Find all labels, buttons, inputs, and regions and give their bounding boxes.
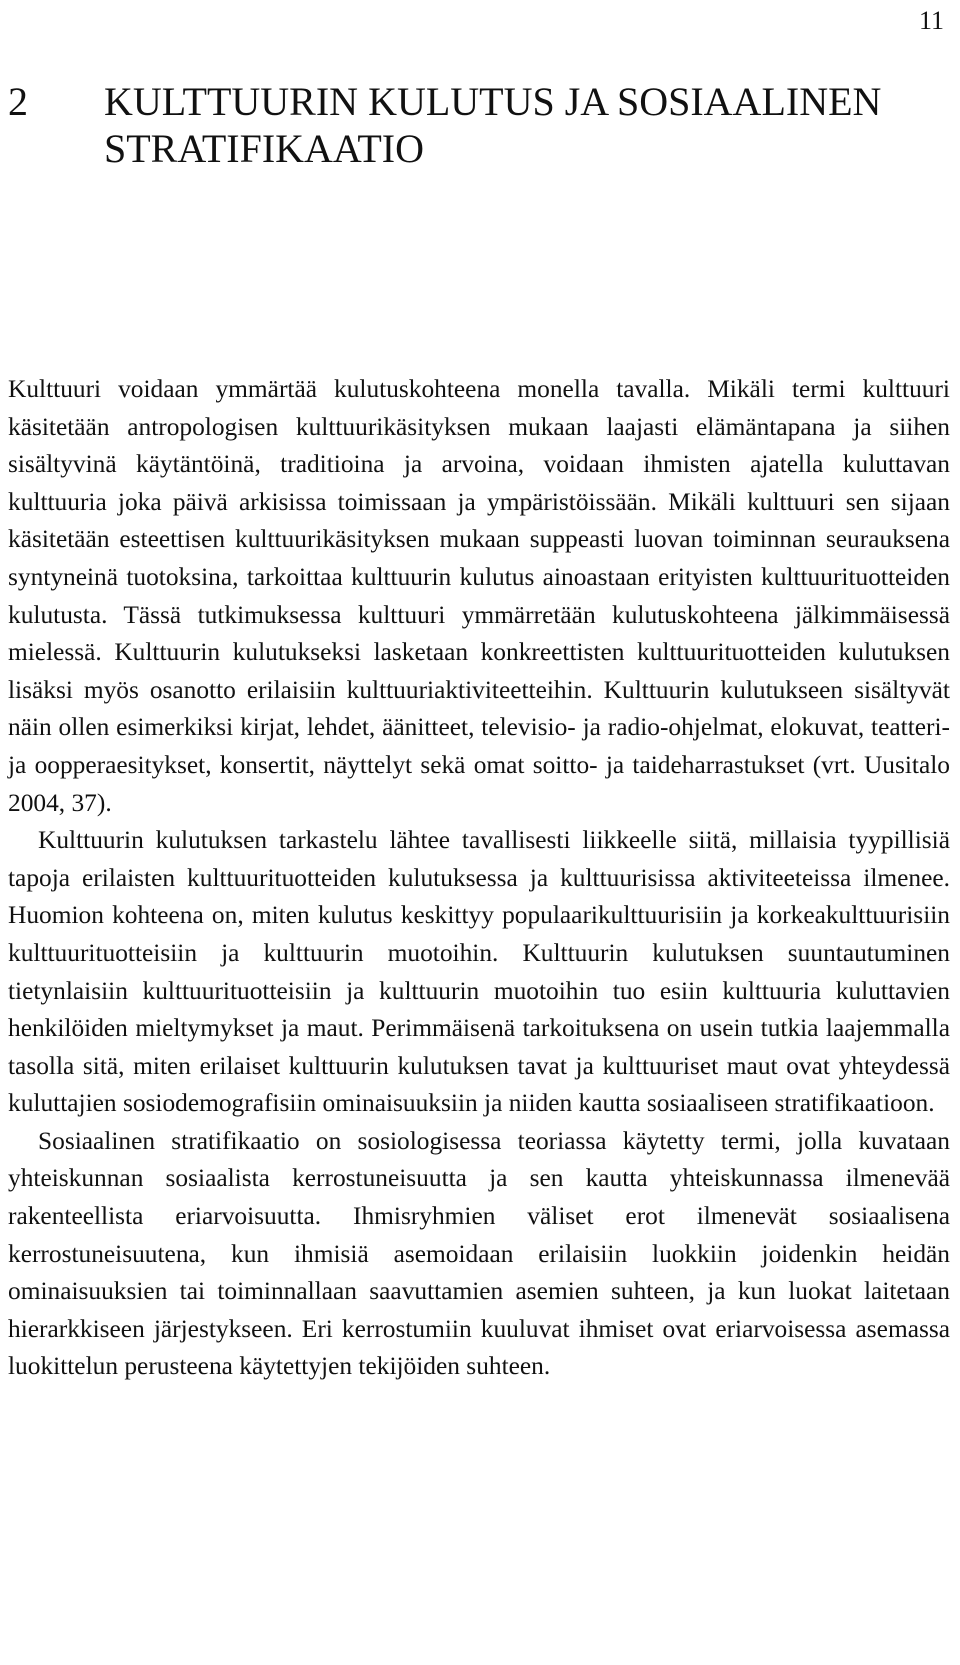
paragraph: Sosiaalinen stratifikaatio on sosiologisessa teoriassa käytetty termi, jolla kuvataan yhteiskunnan sosiaalista kerrostuneisuutta ja sen kautta yhteiskunnassa ilmenevää rakenteellista eriarvoisuutta. Ihmisryhmien väliset erot ilmenevät sosiaalisena kerrostuneisuutena, kun ihmisiä asemoidaan erilaisiin luokkiin joidenkin heidän ominaisuuksien tai toiminnallaan saavuttamien asemien suhteen, ja kun luokat laitetaan hierarkkiseen järjestykseen. Eri kerrostumiin kuuluvat ihmiset ovat eriarvoisessa asemassa luokittelun perusteena käytettyjen tekijöiden suhteen. bbox=[8, 1126, 950, 1381]
chapter-title: KULTTUURIN KULUTUS JA SOSIAALINEN STRATIFIKAATIO bbox=[104, 79, 882, 171]
paragraph: Kulttuuri voidaan ymmärtää kulutuskohteena monella tavalla. Mikäli termi kulttuuri käsitetään antropologisen kulttuurikäsityksen mukaan laajasti elämäntapana ja siihen sisältyvinä käytäntöinä, traditioina ja arvoina, voidaan ihmisten ajatella kuluttavan kulttuuria joka päivä arkisissa toimissaan ja ympäristöissään. Mikäli kulttuuri sen sijaan käsitetään esteettisen kulttuurikäsityksen mukaan suppeasti luovan toiminnan seurauksena syntyneinä tuotoksina, tarkoittaa kulttuurin kulutus ainoastaan erityisten kulttuurituotteiden kulutusta. Tässä tutkimuksessa kulttuuri ymmärretään kulutuskohteena jälkimmäisessä mielessä. Kulttuurin kulutukseksi lasketaan konkreettisten kulttuurituotteiden kulutuksen lisäksi myös osanotto erilaisiin kulttuuriaktiviteetteihin. Kulttuurin kulutukseen sisältyvät näin ollen esimerkiksi kirjat, lehdet, äänitteet, televisio- ja radio-ohjelmat, elokuvat, teatteri- ja oopperaesitykset, konsertit, näyttelyt sekä omat soitto- ja taideharrastukset (vrt. Uusitalo 2004, 37). bbox=[8, 375, 950, 817]
paragraph: Kulttuurin kulutuksen tarkastelu lähtee tavallisesti liikkeelle siitä, millaisia tyypillisiä tapoja erilaisten kulttuurituotteiden kulutuksessa ja kulttuurisissa aktiviteeteissa ilmenee. Huomion kohteena on, miten kulutus keskittyy populaarikulttuurisiin ja korkeakulttuurisiin kulttuurituotteisiin ja kulttuurin muotoihin. Kulttuurin kulutuksen suuntautuminen tietynlaisiin kulttuurituotteisiin ja kulttuurin muotoihin tuo esiin kulttuuria kuluttavien henkilöiden mieltymykset ja maut. Perimmäisenä tarkoituksena on usein tutkia laajemmalla tasolla sitä, miten erilaiset kulttuurin kulutuksen tavat ja kulttuuriset maut ovat yhteydessä kuluttajien sosiodemografisiin ominaisuuksiin ja niiden kautta sosiaaliseen stratifikaatioon. bbox=[8, 826, 950, 1118]
body-text bbox=[8, 371, 950, 1386]
page-number: 11 bbox=[918, 6, 944, 35]
chapter-heading bbox=[8, 78, 948, 172]
chapter-number: 2 bbox=[8, 79, 28, 124]
